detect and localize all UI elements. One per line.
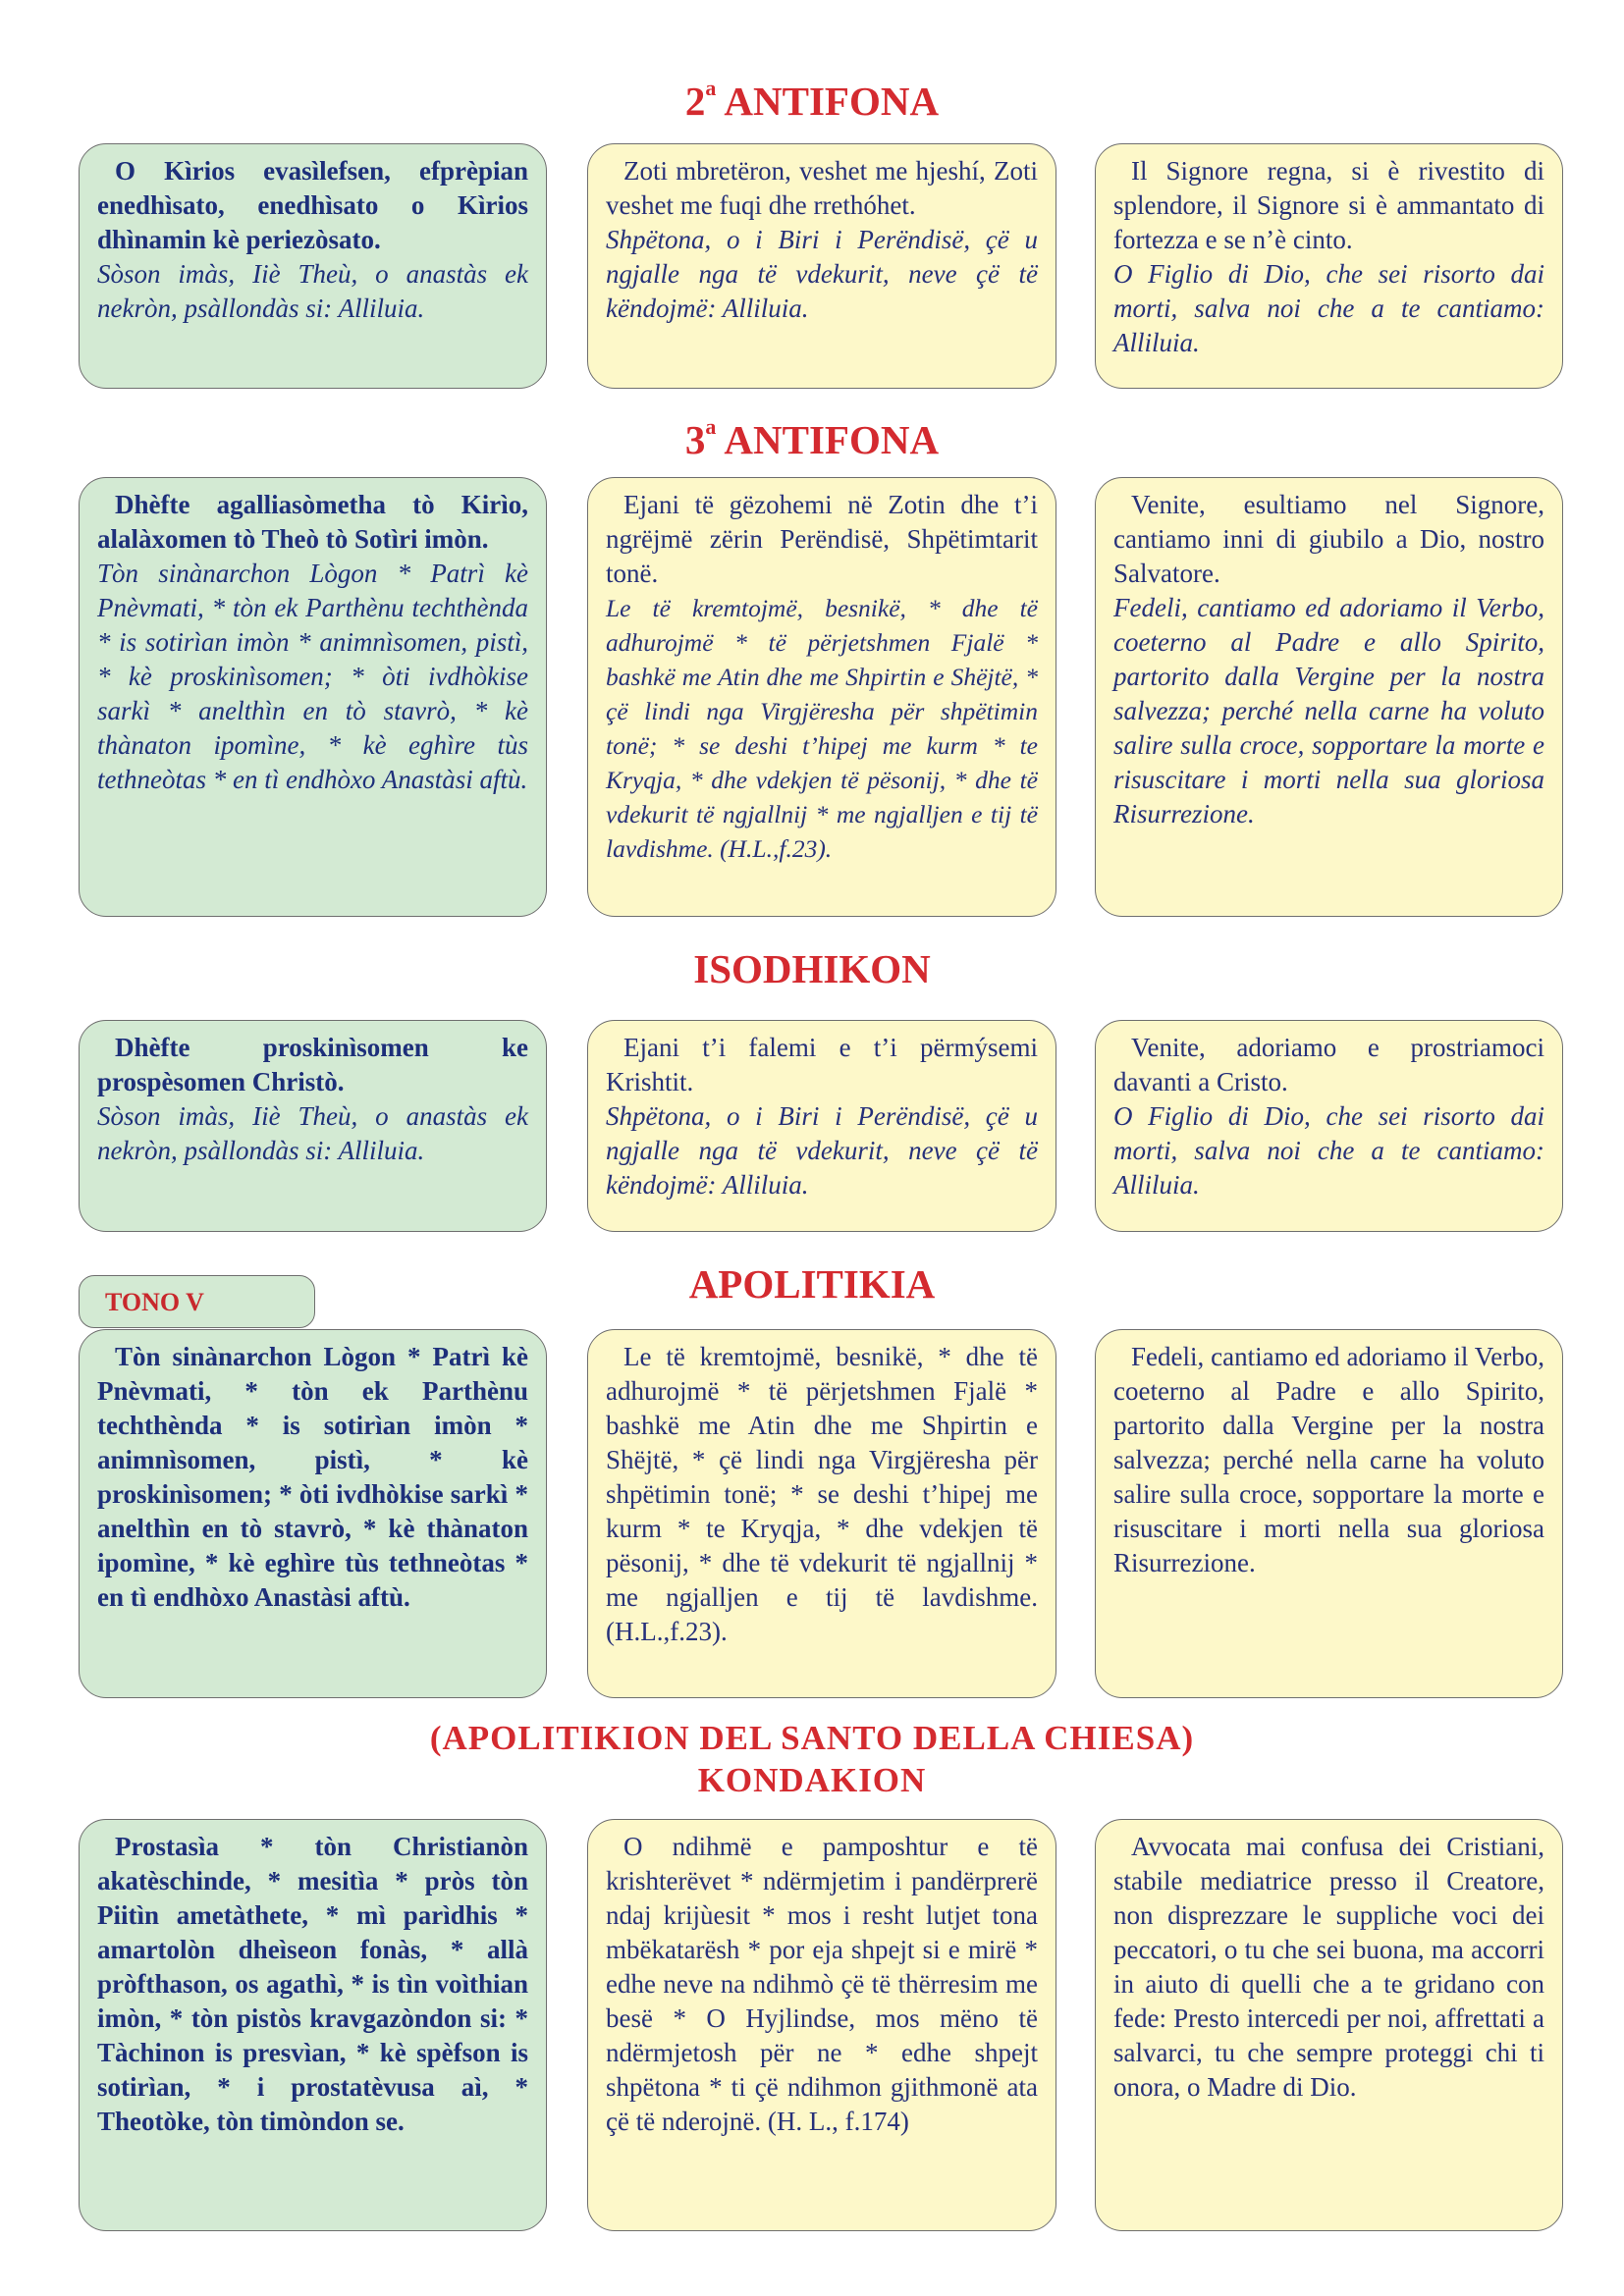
heading-kondakion: KONDAKION (697, 1761, 927, 1799)
greek-hymn: Tòn sinànarchon Lògon * Patrì kè Pnèvmati, * tòn ek Parthènu techthènda * is sotirìan imòn * animnìsomen, pistì, * kè proskinìsomen; * òti ivdhòkise sarkì * anelthìn en tò stavrò, * kè thànaton ipomìne, * kè eghìre tùs tethneòtas * en tì endhòxo Anastàsi aftù. (97, 559, 528, 794)
apolitikia-albanian-box (587, 1329, 1056, 1698)
antifona2-albanian-box (587, 143, 1056, 389)
apolitikia-italian-box (1095, 1329, 1563, 1698)
isodhikon-albanian-box (587, 1020, 1056, 1232)
italian-verse: Venite, adoriamo e prostriamoci davanti a Cristo. (1113, 1033, 1544, 1096)
italian-verse: Il Signore regna, si è rivestito di splendore, il Signore si è ammantato di fortezza e se n’è cinto. (1113, 156, 1544, 254)
heading-apolitikia: APOLITIKIA (688, 1261, 936, 1307)
italian-refrain: O Figlio di Dio, che sei risorto dai morti, salva noi che a te cantiamo: Alliluia. (1113, 1101, 1544, 1200)
antifona3-greek-box (79, 477, 547, 917)
greek-refrain: Sòson imàs, Iiè Theù, o anastàs ek nekròn, psàllondàs si: Alliluia. (97, 259, 528, 323)
italian-verse: Venite, esultiamo nel Signore, cantiamo inni di giubilo a Dio, nostro Salvatore. (1113, 490, 1544, 588)
albanian-hymn: Le të kremtojmë, besnikë, * dhe të adhurojmë * të përjetshmen Fjalë * bashkë me Atin dhe me Shpirtin e Shëjtë, * çë lindi nga Virgjëresha për shpëtimin tonë; * se deshi t’hipej me kurm * te Kryqja, * dhe vdekjen të pësonij, * dhe të vdekurit të ngjallnij * me ngjalljen e tij të lavdishme. (H.L.,f.23). (606, 1342, 1038, 1646)
greek-hymn: Prostasìa * tòn Christianòn akatèschinde, * mesitìa * pròs tòn Piitìn ametàthete, * mì parìdhis * amartolòn dheìseon fonàs, * allà pròfthason, os agathì, * is tìn voìthian imòn, * tòn pistòs kravgazòndon si: * Tàchinon is presvìan, * kè spèfson is sotirìan, * i prostatèvusa aì, * Theotòke, tòn timòndon se. (97, 1832, 528, 2136)
albanian-verse: Ejani të gëzohemi në Zotin dhe t’i ngrëjmë zërin Perëndisë, Shpëtimtarit tonë. (606, 490, 1038, 588)
heading-antifona-3: 3$^a$ ANTIFONA (684, 414, 940, 462)
albanian-hymn: O ndihmë e pamposhtur e të krishterëvet * ndërmjetim i pandërprerë ndaj krijùesit * mos i resht lutjet tona mbëkatarësh * por eja shpejt si e mirë * edhe neve na ndihmò çë të thërresim me besë * O Hyjlindse, mos mëno të ndërmjetosh për ne * edhe shpejt shpëtona * ti çë ndihmon gjithmonë ata çë të nderojnë. (H. L., f.174) (606, 1832, 1038, 2136)
greek-verse: Dhèfte agalliasòmetha tò Kirìo, alalàxomen tò Theò tò Sotìri imòn. (97, 490, 528, 554)
tono-label: TONO V (79, 1275, 315, 1328)
italian-hymn: Fedeli, cantiamo ed adoriamo il Verbo, coeterno al Padre e allo Spirito, partorito dalla Vergine per la nostra salvezza; perché nella carne ha voluto salire sulla croce, sopportare la morte e risuscitare i morti nella sua gloriosa Risurrezione. (1113, 593, 1544, 828)
greek-verse: Dhèfte proskinìsomen ke prospèsomen Christò. (97, 1033, 528, 1096)
kondakion-albanian-box (587, 1819, 1056, 2231)
isodhikon-greek-box (79, 1020, 547, 1232)
albanian-refrain: Shpëtona, o i Biri i Perëndisë, çë u ngjalle nga të vdekurit, neve çë të këndojmë: Alliluia. (606, 1101, 1038, 1200)
italian-hymn: Fedeli, cantiamo ed adoriamo il Verbo, coeterno al Padre e allo Spirito, partorito dalla Vergine per la nostra salvezza; perché nella carne ha voluto salire sulla croce, sopportare la morte e risuscitare i morti nella sua gloriosa Risurrezione. (1113, 1342, 1544, 1577)
antifona3-albanian-box (587, 477, 1056, 917)
albanian-hymn: Le të kremtojmë, besnikë, * dhe të adhurojmë * të përjetshmen Fjalë * bashkë me Atin dhe me Shpirtin e Shëjtë, * çë lindi nga Virgjëresha për shpëtimin tonë; * se deshi t’hipej me kurm * te Kryqja, * dhe vdekjen të pësonij, * dhe të vdekurit të ngjallnij * me ngjalljen e tij të lavdishme. (H.L.,f.23). (606, 594, 1038, 863)
antifona3-italian-box (1095, 477, 1563, 917)
italian-refrain: O Figlio di Dio, che sei risorto dai morti, salva noi che a te cantiamo: Alliluia. (1113, 259, 1544, 357)
apolitikia-greek-box (79, 1329, 547, 1698)
heading-isodhikon: ISODHIKON (693, 946, 931, 991)
albanian-verse: Zoti mbretëron, veshet me hjeshí, Zoti veshet me fuqi dhe rrethóhet. (606, 156, 1038, 220)
isodhikon-italian-box (1095, 1020, 1563, 1232)
heading-antifona-2: 2$^a$ ANTIFONA (684, 76, 940, 124)
italian-hymn: Avvocata mai confusa dei Cristiani, stabile mediatrice presso il Creatore, non disprezzare le suppliche voci dei peccatori, o tu che sei buona, ma accorri in aiuto di quelli che a te gridano con fede: Presto intercedi per noi, affrettati a salvarci, tu che sempre proteggi chi ti onora, o Madre di Dio. (1113, 1832, 1544, 2102)
greek-verse: O Kìrios evasìlefsen, efprèpian enedhìsato, enedhìsato o Kìrios dhìnamin kè periezòsato. (97, 156, 528, 254)
antifona2-greek-box (79, 143, 547, 389)
albanian-verse: Ejani t’i falemi e t’i përmýsemi Krishtit. (606, 1033, 1038, 1096)
antifona2-italian-box (1095, 143, 1563, 389)
heading-apolitikion-santo: (APOLITIKION DEL SANTO DELLA CHIESA) (429, 1719, 1195, 1757)
kondakion-greek-box (79, 1819, 547, 2231)
greek-refrain: Sòson imàs, Iiè Theù, o anastàs ek nekròn, psàllondàs si: Alliluia. (97, 1101, 528, 1165)
albanian-refrain: Shpëtona, o i Biri i Perëndisë, çë u ngjalle nga të vdekurit, neve çë të këndojmë: Alliluia. (606, 225, 1038, 323)
greek-hymn: Tòn sinànarchon Lògon * Patrì kè Pnèvmati, * tòn ek Parthènu techthènda * is sotirìan imòn * animnìsomen, pistì, * kè proskinìsomen; * òti ivdhòkise sarkì * anelthìn en tò stavrò, * kè thànaton ipomìne, * kè eghìre tùs tethneòtas * en tì endhòxo Anastàsi aftù. (97, 1342, 528, 1612)
kondakion-italian-box (1095, 1819, 1563, 2231)
